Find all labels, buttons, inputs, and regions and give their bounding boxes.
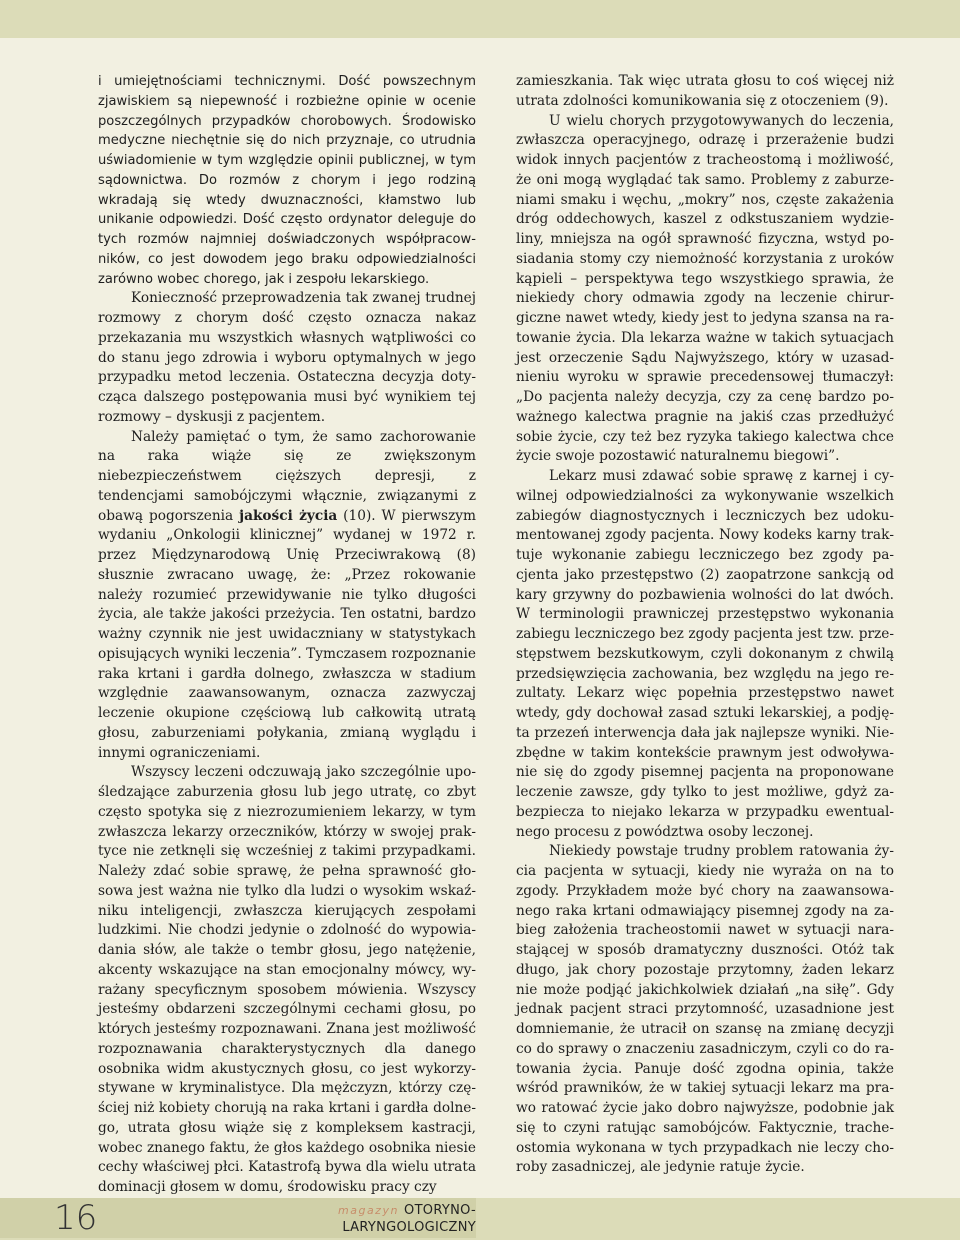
paragraph: zamieszkania. Tak więc utrata głosu to coś więcej niż utrata zdolności komunikowania się z otoczeniem (9).	[516, 73, 894, 109]
bold-term: jakości życia	[239, 507, 338, 524]
page-number: 16	[54, 1198, 98, 1238]
text-span: Należy pamiętać o tym, że samo zachorowanie na raka wiąże się ze zwiększonym niebezpieczeństwem cięższych depresji, z tendencjami samobójczymi włącznie, związanymi z obawą pogorszenia	[98, 428, 476, 524]
top-color-band	[0, 0, 960, 38]
text-span: (10). W pierwszym wydaniu „Onkologii klinicznej” wydanej w 1972 r. przez Międzynarodową Unię Przeciwrakową (8) słusznie zwracano uwagę, że: „Przez rokowanie należy rozumieć przewidywanie nie tylko długości życia, ale także jakości przeżycia. Ten ostatni, bardzo ważny czynnik nie jest uwidaczniany w statystykach opisujących wyniki leczenia”. Tymczasem rozpoznanie raka krtani i gardła dolnego, zwłaszcza w stadium względnie zaawansowanym, oznacza zazwyczaj leczenie okupione częściową lub całkowitą utratą głosu, zaburzeniami połykania, zmianą wyglądu i innymi ograniczeniami.	[98, 507, 476, 761]
right-column	[516, 72, 894, 1178]
journal-title-line-1: OTORYNO-	[404, 1203, 476, 1218]
paragraph-sans: i umiejętnościami technicznymi. Dość powszechnym zjawiskiem są niepewność i rozbieżne opinie w ocenie poszczególnych przypadków chorobowych. Środowisko medyczne niechętnie się do nich przyznaje, co utrudnia uświadomienie w tym względzie opinii publicznej, w tym sądownictwa. Do rozmów z chorym i jego rodziną wkradają się wtedy dwuznaczności, kłamstwo lub unikanie odpowiedzi. Dość często ordynator deleguje do tych rozmów najmniej doświadczonych współpracowników, co jest dowodem jego braku odpowiedzialności zarówno wobec chorego, jak i zespołu lekarskiego.	[98, 74, 476, 287]
paragraph: Lekarz musi zdawać sobie sprawę z karnej i cywilnej odpowiedzialności za wykonywanie wszelkich zabiegów diagnostycznych i leczniczych bez udokumentowanej zgody pacjenta. Nowy kodeks karny traktuje wykonanie zabiegu leczniczego bez zgody pacjenta jako przestępstwo (2) zaopatrzone sankcją od kary grzywny do pozbawienia wolności do lat dwóch. W terminologii prawniczej przestępstwo wykonania zabiegu leczniczego bez zgody pacjenta jest tzw. przestępstwem bezskutkowym, czyli dokonanym z chwilą przedsięwzięcia zachowania, bez względu na jego rezultaty. Lekarz więc popełnia przestępstwo nawet wtedy, gdy dochował zasad sztuki lekarskiej, a podjęta przezeń interwencja dała jak najlepsze wyniki. Niezbędne w takim kontekście prawnym jest odwoływanie się do zgody pisemnej pacjenta na proponowane leczenie zawsze, gdy tylko to jest możliwe, gdyż zabezpiecza to niejako lekarza w przypadku ewentualnego procesu z powództwa osoby leczonej.	[516, 468, 894, 840]
magazine-word: magazyn	[338, 1204, 399, 1217]
paragraph-quality-of-life	[98, 428, 476, 764]
paragraph: Niekiedy powstaje trudny problem ratowania życia pacjenta w sytuacji, kiedy nie wyraża on na to zgody. Przykładem może być chory na zaawansowanego raka krtani odmawiający pisemnej zgody na zabieg założenia tracheostomii nawet w sytuacji narastającej w sposób dramatyczny duszności. Otóż tak długo, jak chory pozostaje przytomny, żaden lekarz nie może podjąć jakichkolwiek działań „na siłę”. Gdy jednak pacjent straci przytomność, uzasadnione jest domniemanie, że utracił on szansę na zmianę decyzji co do sprawy o znaczeniu zasadniczym, czyli co do ratowania życia. Panuje dość zgodna opinia, także wśród prawników, że w takiej sytuacji lekarz ma prawo ratować życie jako dobro najwyższe, podobnie jak się to czyni ratując samobójców. Faktycznie, tracheostomia wykonana w tych przypadkach nie leczy choroby zasadniczej, ale jedynie ratuje życie.	[516, 843, 894, 1176]
journal-title	[300, 1200, 476, 1236]
journal-title-line-2: LARYNGOLOGICZNY	[342, 1220, 476, 1235]
paragraph: Wszyscy leczeni odczuwają jako szczególnie upośledzające zaburzenia głosu lub jego utratę, co zbyt często spotyka się z niezrozumieniem lekarzy, w tym zwłaszcza lekarzy orzeczników, którzy w swojej praktyce nie zetknęli się wcześniej z takimi przypadkami. Należy zdać sobie sprawę, że pełna sprawność głosowa jest ważna nie tylko dla ludzi o wysokim wskaźniku inteligencji, zwłaszcza kierujących zespołami ludzkimi. Nie chodzi jedynie o zdolność do wypowiadania słów, ale także o tembr głosu, jego natężenie, akcenty wskazujące na stan emocjonalny mówcy, wyrażany specyficznym sposobem mówienia. Wszyscy jesteśmy obdarzeni szczególnymi cechami głosu, po których jesteśmy rozpoznawani. Znana jest możliwość rozpoznawania charakterystycznych dla danego osobnika widm akustycznych głosu, co jest wykorzystywane w kryminalistyce. Dla mężczyzn, którzy częściej niż kobiety chorują na raka krtani i gardła dolnego, utrata głosu wiąże się z kompleksem kastracji, wobec znanego faktu, że głos każdego osobnika niesie cechy właściwej płci. Katastrofą bywa dla wielu utrata dominacji głosem w domu, środowisku pracy czy	[98, 764, 476, 1195]
left-column	[98, 72, 476, 1198]
paragraph: Konieczność przeprowadzenia tak zwanej trudnej rozmowy z chorym dość często oznacza nakaz przekazania mu wszystkich własnych wątpliwości co do stanu jego zdrowia i wyboru optymalnych w jego przypadku metod leczenia. Ostateczna decyzja dotycząca dalszego postępowania musi być wynikiem tej rozmowy – dyskusji z pacjentem.	[98, 290, 476, 425]
paragraph: U wielu chorych przygotowywanych do leczenia, zwłaszcza operacyjnego, odrazę i przerażenie budzi widok innych pacjentów z tracheostomą i możliwość, że oni mogą wyglądać tak samo. Problemy z zaburzeniami smaku i węchu, „mokry” nos, częste zakażenia dróg oddechowych, kaszel z odkstuszaniem wydzieliny, mniejsza na ogół sprawność fizyczna, wstyd posiadania stomy czy niemożność korzystania z uroków kąpieli – perspektywa tego wszystkiego sprawia, że niekiedy chory odmawia zgody na leczenie chirurgiczne nawet wtedy, kiedy jest to jedyna szansa na ratowanie życia. Dla lekarza ważne w takich sytuacjach jest orzeczenie Sądu Najwyższego, który w uzasadnieniu wyroku w sprawie precedensowej tłumaczył: „Do pacjenta należy decyzja, czy za cenę bardzo poważnego kalectwa pragnie na jakiś czas przedłużyć sobie życie, czy też bez ryzyka takiego kalectwa chce życie swoje pozostawić naturalnemu biegowi”.	[516, 112, 894, 465]
